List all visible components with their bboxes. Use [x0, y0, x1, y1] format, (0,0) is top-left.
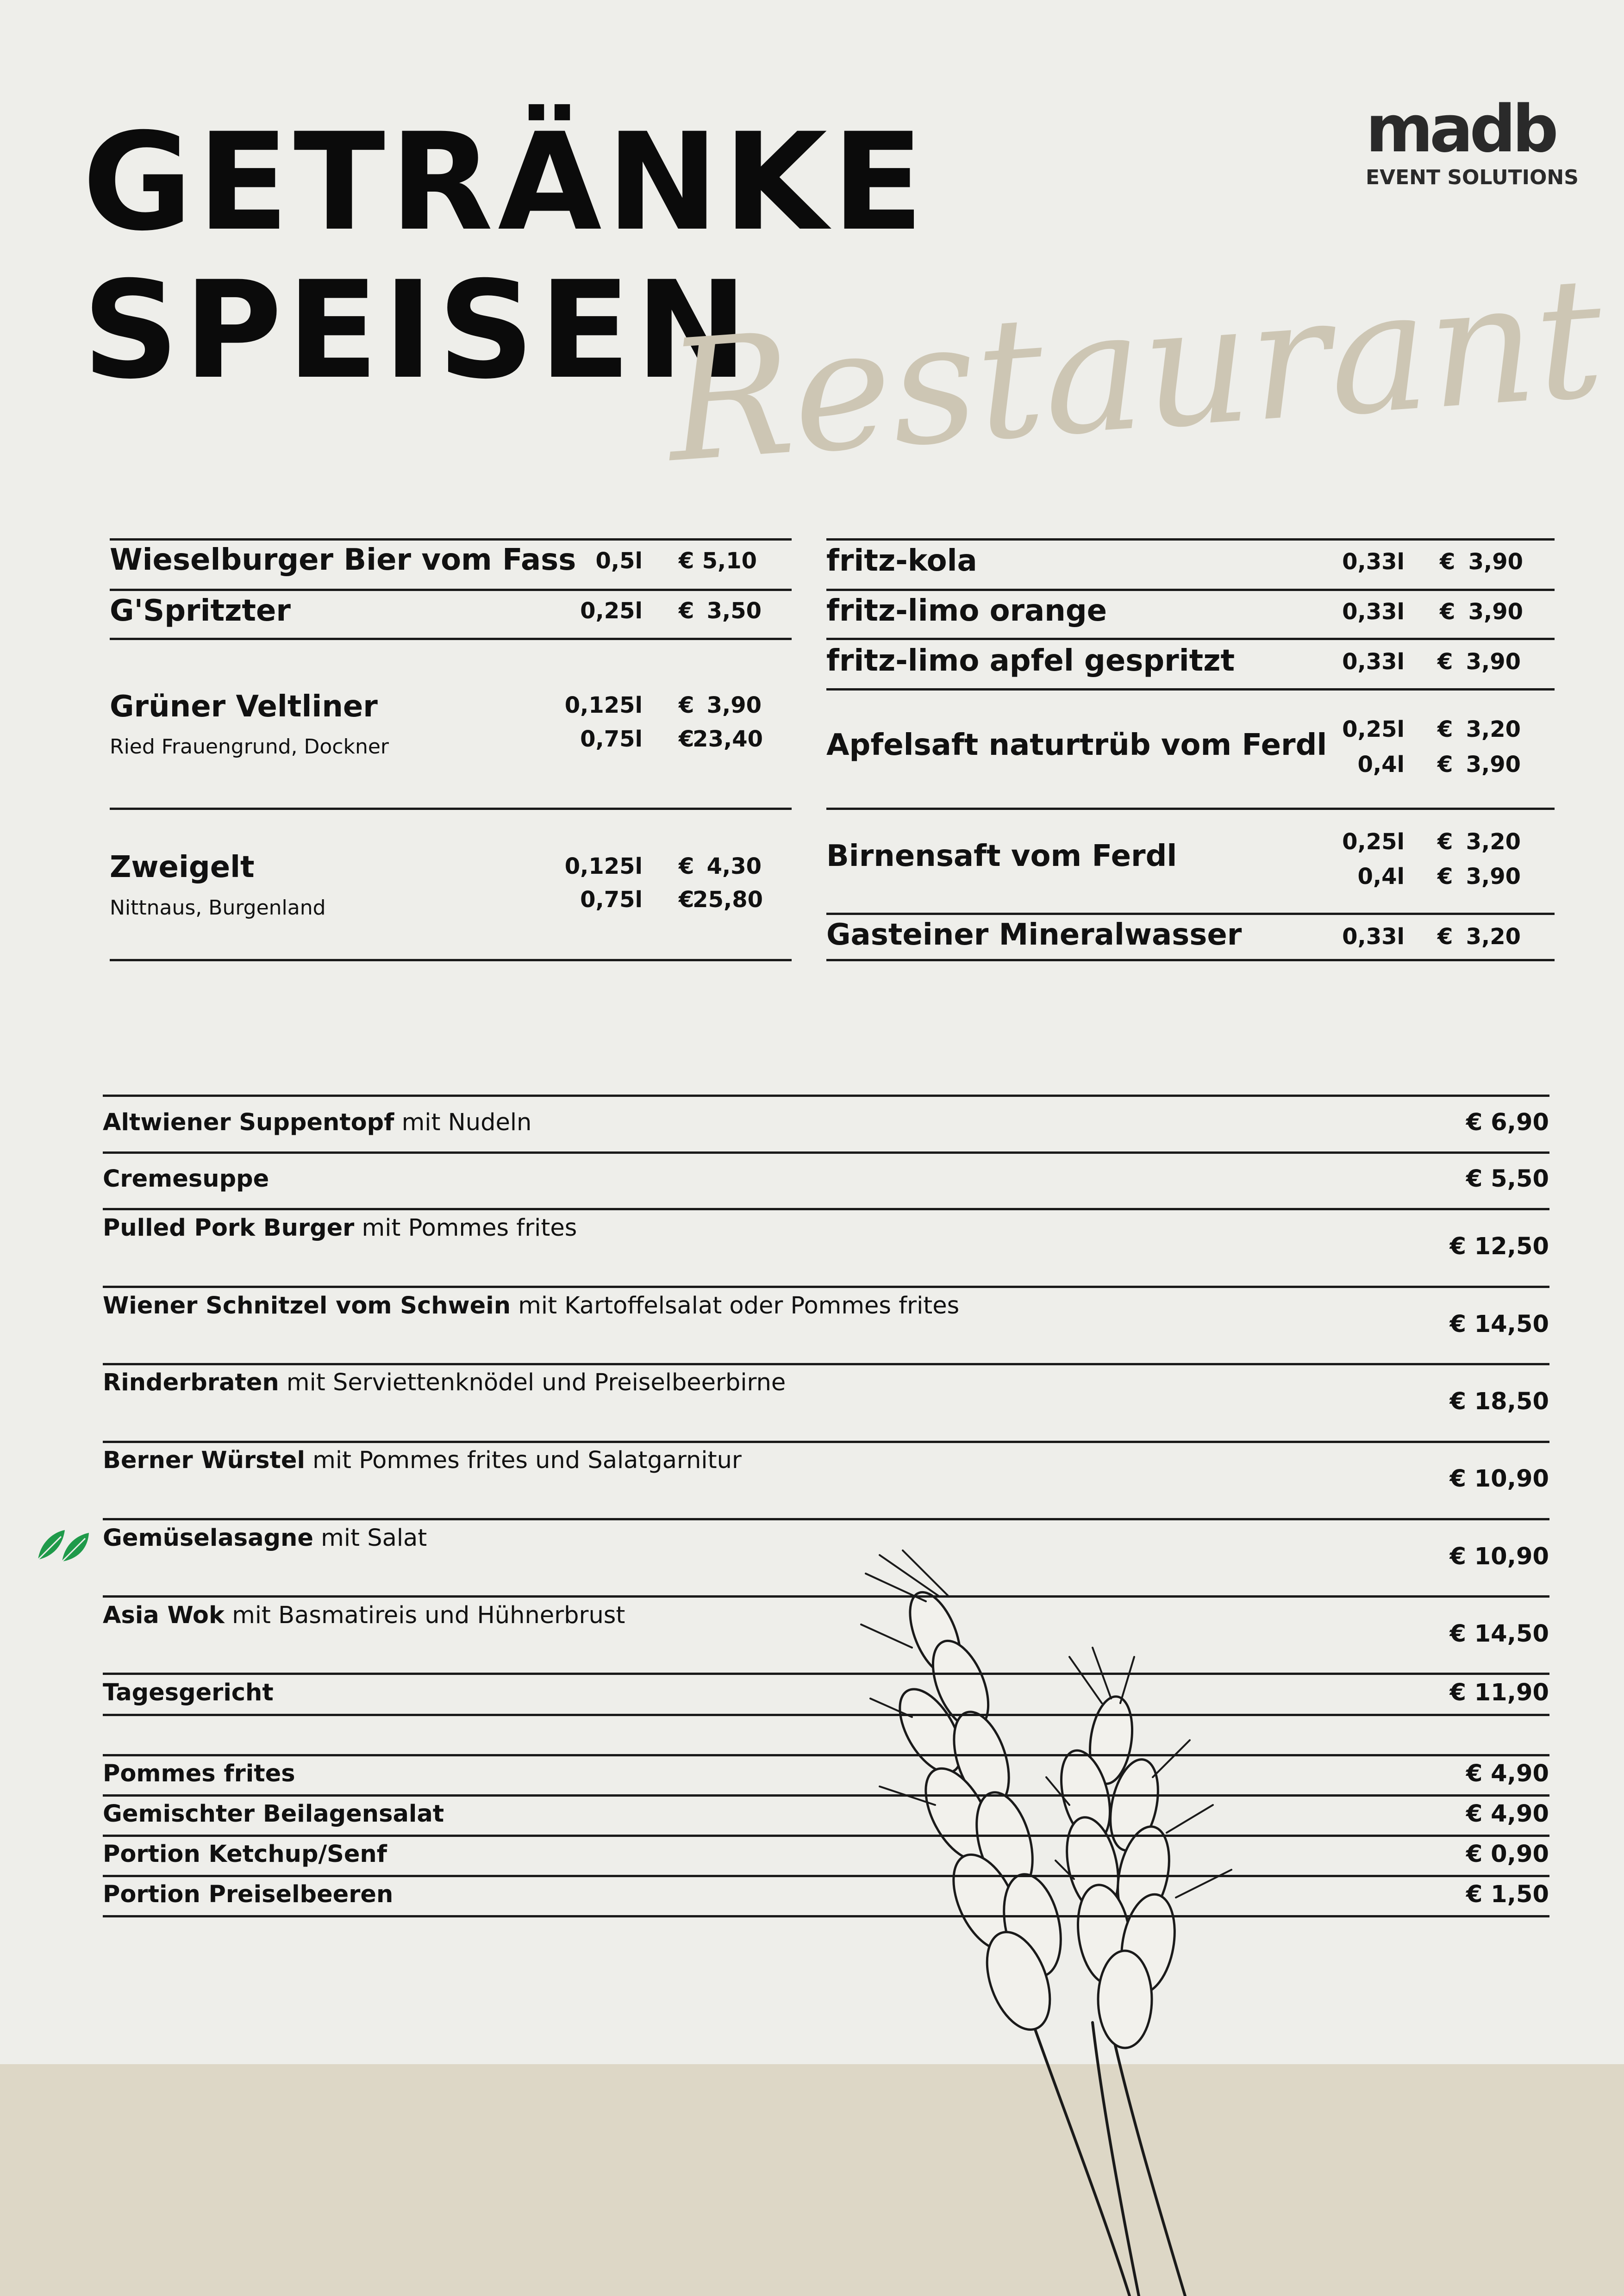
side-price: € 4,90	[1466, 1800, 1549, 1828]
dish-line	[103, 1604, 625, 1627]
side-price: € 0,90	[1466, 1841, 1549, 1868]
drink-volume: 0,5l	[595, 548, 643, 574]
dish-name: Asia Wok	[103, 1602, 225, 1629]
dish-name: Wiener Schnitzel vom Schwein	[103, 1292, 511, 1319]
dish-line	[103, 1294, 959, 1318]
euro-sign: €	[1437, 829, 1453, 855]
drink-volume: 0,33l	[1342, 599, 1405, 625]
drink-name: Zweigelt	[110, 850, 255, 884]
drink-name: G'Spritzter	[110, 594, 291, 628]
divider	[103, 1595, 1549, 1598]
divider	[103, 1286, 1549, 1288]
divider	[110, 959, 792, 961]
drink-price: 4,30	[706, 853, 762, 879]
dish-line	[103, 1167, 269, 1191]
dish-price: € 11,90	[1449, 1679, 1549, 1706]
euro-sign: €	[1437, 864, 1453, 890]
dish-price: € 5,50	[1466, 1165, 1549, 1193]
euro-sign: €	[679, 853, 694, 879]
divider	[103, 1151, 1549, 1154]
drink-volume: 0,25l	[580, 598, 643, 624]
dish-name: Gemüselasagne	[103, 1524, 313, 1552]
dish-description: mit Pommes frites und Salatgarnitur	[305, 1447, 742, 1474]
divider	[103, 1441, 1549, 1443]
dish-price: € 14,50	[1449, 1311, 1549, 1338]
drink-volume: 0,33l	[1342, 549, 1405, 575]
divider	[826, 688, 1555, 691]
dish-price: € 14,50	[1449, 1620, 1549, 1648]
side-name: Gemischter Beilagensalat	[103, 1800, 444, 1828]
dish-line	[103, 1681, 274, 1705]
divider	[826, 638, 1555, 640]
euro-sign: €	[1437, 752, 1453, 778]
drink-price: 3,20	[1466, 924, 1521, 950]
logo-subtitle: EVENT SOLUTIONS	[1366, 166, 1579, 189]
euro-sign: €	[679, 598, 694, 624]
dish-line	[103, 1449, 742, 1472]
dish-description: mit Serviettenknödel und Preiselbeerbirne	[279, 1369, 786, 1396]
dish-price: € 6,90	[1466, 1109, 1549, 1136]
divider	[103, 1794, 1549, 1797]
dish-price: € 10,90	[1449, 1543, 1549, 1570]
drink-name: fritz-limo apfel gespritzt	[826, 644, 1235, 678]
dish-description: mit Nudeln	[394, 1109, 532, 1136]
dish-name: Rinderbraten	[103, 1369, 279, 1396]
dish-name: Berner Würstel	[103, 1447, 305, 1474]
divider	[103, 1518, 1549, 1520]
side-price: € 4,90	[1466, 1760, 1549, 1787]
dish-name: Cremesuppe	[103, 1165, 269, 1193]
euro-sign: €	[1440, 549, 1455, 575]
divider	[103, 1835, 1549, 1837]
drink-name: Grüner Veltliner	[110, 690, 378, 724]
dish-price: € 18,50	[1449, 1388, 1549, 1415]
divider	[110, 538, 792, 541]
drink-name: fritz-kola	[826, 544, 977, 578]
bottom-band	[0, 2064, 1624, 2296]
dish-description: mit Salat	[313, 1524, 427, 1552]
title-getraenke: GETRÄNKE	[82, 105, 929, 261]
drink-origin: Ried Frauengrund, Dockner	[110, 735, 389, 759]
drink-price: 25,80	[693, 887, 763, 913]
drink-price: 3,90	[1468, 599, 1523, 625]
dish-price: € 12,50	[1449, 1233, 1549, 1260]
euro-sign: €	[1440, 599, 1455, 625]
drink-price: 3,20	[1466, 829, 1521, 855]
drink-volume: 0,4l	[1357, 752, 1405, 778]
dish-line	[103, 1216, 577, 1240]
drink-volume: 0,75l	[580, 887, 643, 913]
side-name: Pommes frites	[103, 1760, 295, 1787]
divider	[826, 913, 1555, 915]
divider	[826, 589, 1555, 591]
divider	[103, 1095, 1549, 1097]
euro-sign: €	[679, 548, 694, 574]
divider	[103, 1754, 1549, 1756]
drink-volume: 0,25l	[1342, 829, 1405, 855]
divider	[110, 589, 792, 591]
dish-price: € 10,90	[1449, 1465, 1549, 1493]
drink-price: 3,90	[706, 692, 762, 718]
drink-volume: 0,125l	[564, 692, 643, 718]
drink-price: 23,40	[693, 726, 763, 752]
euro-sign: €	[679, 887, 694, 913]
drink-price: 3,50	[706, 598, 762, 624]
drink-name: Birnensaft vom Ferdl	[826, 839, 1177, 873]
dish-line	[103, 1526, 427, 1550]
drink-price: 3,90	[1466, 752, 1521, 778]
dish-description: mit Basmatireis und Hühnerbrust	[224, 1602, 625, 1629]
divider	[826, 808, 1555, 810]
drink-name: fritz-limo orange	[826, 594, 1107, 628]
drink-price: 3,90	[1468, 549, 1523, 575]
drink-price: 3,90	[1466, 649, 1521, 675]
wheat-icon	[852, 1546, 1259, 2296]
dish-name: Pulled Pork Burger	[103, 1214, 355, 1242]
euro-sign: €	[679, 726, 694, 752]
drink-volume: 0,75l	[580, 726, 643, 752]
drink-volume: 0,33l	[1342, 924, 1405, 950]
drink-volume: 0,125l	[564, 853, 643, 879]
drink-volume: 0,25l	[1342, 716, 1405, 742]
logo	[1366, 92, 1579, 189]
divider	[103, 1714, 1549, 1716]
euro-sign: €	[679, 692, 694, 718]
drink-origin: Nittnaus, Burgenland	[110, 896, 326, 920]
divider	[826, 959, 1555, 961]
euro-sign: €	[1437, 924, 1453, 950]
dish-line	[103, 1371, 786, 1394]
divider	[103, 1673, 1549, 1675]
euro-sign: €	[1437, 716, 1453, 742]
dish-description: mit Pommes frites	[354, 1214, 577, 1242]
drink-price: 3,20	[1466, 716, 1521, 742]
drink-price: 3,90	[1466, 864, 1521, 890]
drink-volume: 0,4l	[1357, 864, 1405, 890]
divider	[103, 1363, 1549, 1365]
drink-name: Apfelsaft naturtrüb vom Ferdl	[826, 728, 1327, 762]
dish-description: mit Kartoffelsalat oder Pommes frites	[511, 1292, 960, 1319]
drink-name: Gasteiner Mineralwasser	[826, 918, 1242, 952]
drink-price: 5,10	[702, 548, 757, 574]
divider	[826, 538, 1555, 541]
title-speisen: SPEISEN	[82, 253, 753, 409]
dish-line	[103, 1111, 531, 1134]
divider	[103, 1208, 1549, 1210]
divider	[103, 1875, 1549, 1877]
drink-name: Wieselburger Bier vom Fass	[110, 543, 576, 577]
divider	[110, 808, 792, 810]
divider	[103, 1915, 1549, 1917]
dish-name: Altwiener Suppentopf	[103, 1109, 394, 1136]
drink-volume: 0,33l	[1342, 649, 1405, 675]
side-name: Portion Preiselbeeren	[103, 1881, 394, 1908]
euro-sign: €	[1437, 649, 1453, 675]
side-name: Portion Ketchup/Senf	[103, 1841, 387, 1868]
logo-mark: madb	[1366, 92, 1555, 167]
dish-name: Tagesgericht	[103, 1679, 274, 1706]
leaf-icon	[36, 1527, 91, 1564]
side-price: € 1,50	[1466, 1881, 1549, 1908]
divider	[110, 638, 792, 640]
script-restaurant: Restaurant	[661, 240, 1609, 500]
